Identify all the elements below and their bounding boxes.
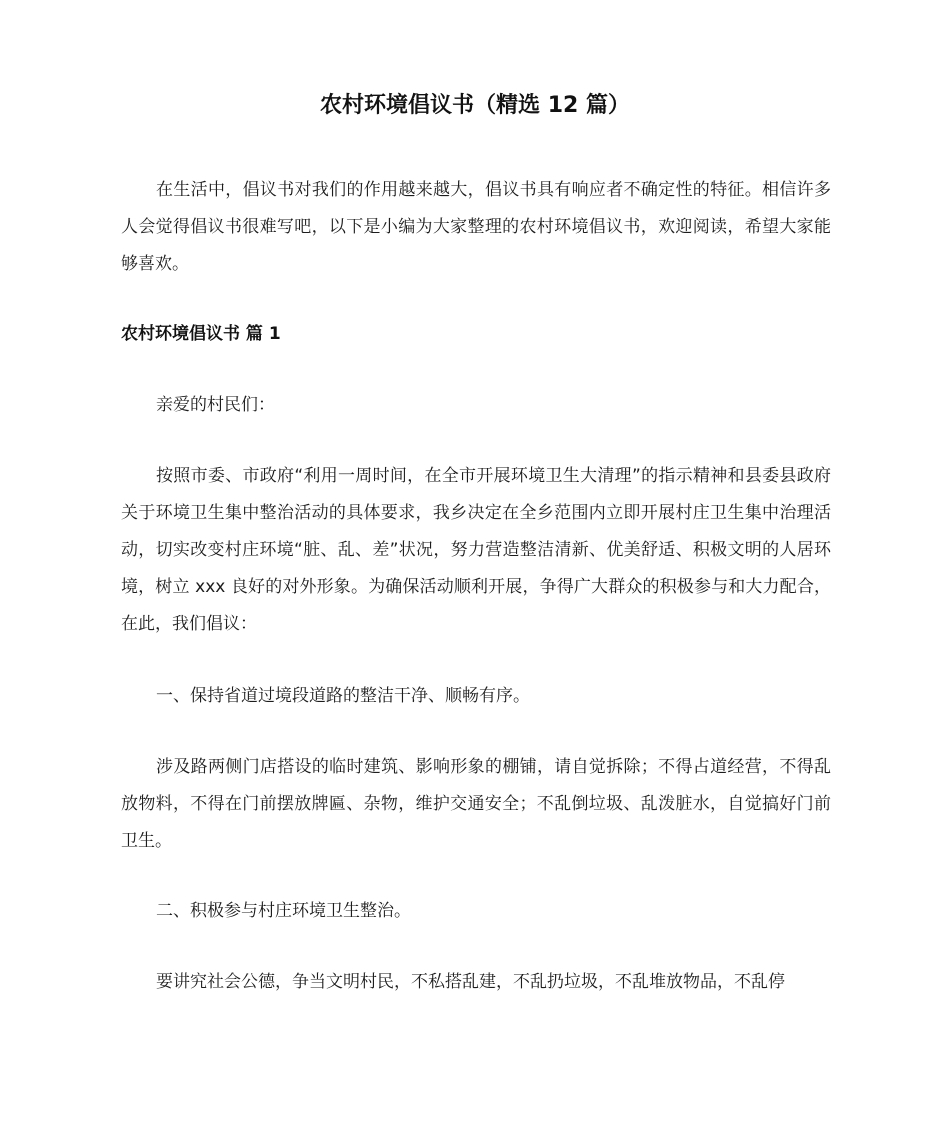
document-title: 农村环境倡议书（精选 12 篇） [320, 93, 630, 118]
intro-paragraph: 在生活中，倡议书对我们的作用越来越大，倡议书具有响应者不确定性的特征。相信许多人会觉得倡议书很难写吧，以下是小编为大家整理的农村环境倡议书，欢迎阅读，希望大家能够喜欢。 [121, 180, 831, 274]
item-1-body: 涉及路两侧门店搭设的临时建筑、影响形象的棚铺，请自觉拆除；不得占道经营，不得乱放物料，不得在门前摆放牌匾、杂物，维护交通安全；不乱倒垃圾、乱泼脏水，自觉搞好门前卫生。 [121, 757, 831, 851]
body-paragraph-1: 按照市委、市政府“利用一周时间，在全市开展环境卫生大清理”的指示精神和县委县政府关于环境卫生集中整治活动的具体要求，我乡决定在全乡范围内立即开展村庄卫生集中治理活动，切实改变村庄环境“脏、乱、差”状况，努力营造整洁清新、优美舒适、积极文明的人居环境，树立 xxx 良好的对外形象。为确保活动顺利开展，争得广大群众的积极参与和大力配合，在此，我们倡议： [121, 466, 831, 634]
item-2-body: 要讲究社会公德，争当文明村民，不私搭乱建，不乱扔垃圾，不乱堆放物品，不乱停 [156, 972, 785, 992]
section-heading: 农村环境倡议书 篇 1 [121, 324, 281, 344]
item-2-title: 二、积极参与村庄环境卫生整治。 [156, 901, 411, 921]
item-1-title: 一、保持省道过境段道路的整洁干净、顺畅有序。 [156, 686, 530, 706]
salutation: 亲爱的村民们： [156, 395, 275, 415]
